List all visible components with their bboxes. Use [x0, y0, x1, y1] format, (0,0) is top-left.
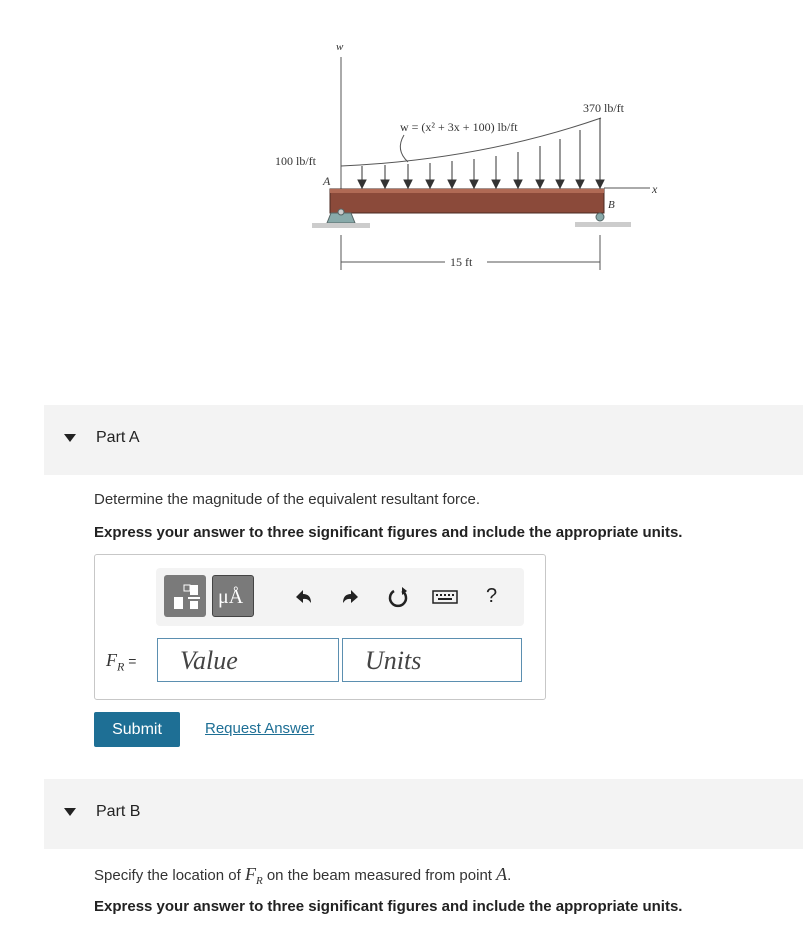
collapse-caret-icon[interactable]: [64, 808, 76, 816]
units-input[interactable]: Units: [342, 638, 522, 682]
part-a-question: Determine the magnitude of the equivalent resultant force.: [94, 491, 481, 508]
point-b-label: B: [608, 199, 615, 211]
part-a-header[interactable]: [44, 405, 803, 475]
part-a-instruction: Express your answer to three significant figures and include the appropriate units.: [94, 524, 683, 541]
x-axis-label: x: [652, 182, 658, 196]
part-b-question: [94, 864, 511, 887]
part-b-q-pre: Specify the location of: [94, 867, 245, 884]
load-left-label: 100 lb/ft: [275, 154, 316, 168]
load-right-label: 370 lb/ft: [583, 101, 624, 115]
fr-sub: R: [117, 659, 125, 674]
part-b-q-sub: R: [255, 875, 263, 887]
reset-icon[interactable]: [387, 586, 409, 608]
part-b-q-mid: on the beam measured from point: [262, 867, 497, 884]
roller-support-b: [575, 213, 631, 227]
collapse-caret-icon[interactable]: [64, 434, 76, 442]
part-b-q-point: A: [496, 864, 508, 884]
units-button[interactable]: [212, 575, 254, 617]
undo-icon[interactable]: [292, 586, 314, 608]
part-a-title: Part A: [96, 429, 140, 446]
value-input[interactable]: Value: [157, 638, 339, 682]
fr-var: F: [106, 650, 117, 670]
fr-label: [106, 650, 136, 674]
beam-figure: [255, 35, 665, 275]
point-a-label: A: [323, 174, 331, 188]
templates-icon: [164, 575, 206, 617]
units-glyph: μÅ: [218, 586, 244, 608]
submit-button[interactable]: Submit: [94, 712, 180, 747]
templates-button[interactable]: [164, 575, 206, 617]
part-b-instruction: Express your answer to three significant figures and include the appropriate units.: [94, 898, 683, 915]
part-b-title: Part B: [96, 803, 141, 820]
w-axis-label: w: [336, 41, 344, 53]
request-answer-link[interactable]: Request Answer: [205, 720, 315, 737]
part-b-q-end: .: [507, 867, 512, 884]
part-b-q-var: F: [244, 864, 256, 884]
help-icon[interactable]: ?: [486, 585, 498, 607]
part-b-header[interactable]: [44, 779, 803, 849]
span-label: 15 ft: [450, 255, 473, 269]
keyboard-icon[interactable]: [432, 586, 458, 608]
redo-icon[interactable]: [340, 586, 362, 608]
load-equation: w = (x² + 3x + 100) lb/ft: [400, 120, 518, 134]
math-toolbar: [156, 568, 524, 626]
fr-eq: =: [124, 653, 137, 669]
